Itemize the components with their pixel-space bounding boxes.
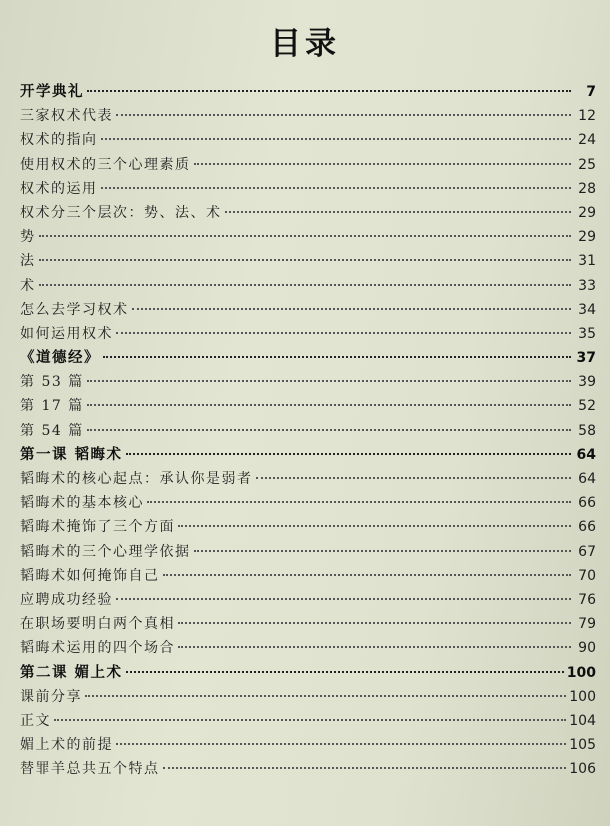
toc-page-number: 70 [578, 567, 596, 584]
dot-leader [126, 671, 564, 673]
toc-page-number: 12 [578, 108, 596, 125]
dot-leader [194, 163, 572, 165]
toc-entry-label: 第一课 韬晦术 [20, 445, 123, 463]
dot-leader [87, 429, 571, 431]
toc-page-number: 58 [578, 422, 596, 439]
dot-leader [178, 622, 571, 624]
dot-leader [147, 501, 571, 503]
toc-entry-label: 权术分三个层次：势、法、术 [20, 204, 222, 221]
toc-entry-row [20, 733, 596, 757]
toc-entry-row [20, 540, 596, 564]
toc-page-number: 39 [578, 374, 596, 391]
toc-entry-label: 使用权术的三个心理素质 [20, 156, 191, 173]
toc-entry-label: 第 17 篇 [20, 398, 84, 415]
toc-page-number: 104 [569, 712, 596, 729]
toc-entry-row [20, 588, 596, 612]
toc-entry-label: 第 53 篇 [20, 374, 84, 391]
toc-entry-row [20, 225, 596, 249]
toc-entry-row [20, 757, 596, 781]
dot-leader [103, 356, 571, 358]
toc-entry-row [20, 177, 596, 201]
dot-leader [178, 646, 571, 648]
toc-entry-label: 势 [20, 229, 36, 246]
toc-entry-row [20, 419, 596, 443]
dot-leader [163, 574, 572, 576]
dot-leader [54, 719, 566, 721]
toc-entry-row [20, 467, 596, 491]
dot-leader [116, 332, 571, 334]
toc-entry-label: 韬晦术运用的四个场合 [20, 640, 175, 657]
toc-page-number: 100 [569, 688, 596, 705]
toc-page-number: 100 [566, 664, 596, 681]
toc-page-number: 106 [569, 761, 596, 778]
toc-page-number: 105 [569, 737, 596, 754]
toc-entry-row [20, 515, 596, 539]
toc-entry-label: 如何运用权术 [20, 325, 113, 342]
toc-page-number: 29 [578, 229, 596, 246]
toc-entry-label: 替罪羊总共五个特点 [20, 761, 160, 778]
toc-entry-label: 开学典礼 [20, 83, 84, 100]
dot-leader [132, 308, 572, 310]
toc-section-row [20, 661, 596, 685]
toc-page-number: 35 [578, 325, 596, 342]
dot-leader [87, 90, 571, 92]
toc-page-number: 76 [578, 591, 596, 608]
dot-leader [194, 550, 572, 552]
toc-entry-row [20, 370, 596, 394]
toc-page-number: 67 [578, 543, 596, 560]
dot-leader [116, 598, 571, 600]
toc-entry-row [20, 274, 596, 298]
toc-entry-row [20, 394, 596, 418]
dot-leader [39, 235, 572, 237]
toc-page-number: 34 [578, 301, 596, 318]
page-title: 目录 [270, 26, 340, 62]
toc-entry-label: 在职场要明白两个真相 [20, 616, 175, 633]
toc-entry-label: 《道德经》 [20, 349, 100, 367]
toc-entry-label: 第二课 媚上术 [20, 663, 123, 681]
toc-entry-row [20, 322, 596, 346]
toc-entry-label: 权术的运用 [20, 180, 98, 197]
toc-entry-label: 韬晦术的三个心理学依据 [20, 543, 191, 560]
toc-entry-label: 应聘成功经验 [20, 591, 113, 608]
toc-page-number: 66 [578, 495, 596, 512]
toc-page-number: 7 [586, 84, 596, 100]
toc-entry-row [20, 201, 596, 225]
toc-page-number: 37 [576, 350, 596, 367]
toc-page-number: 33 [578, 277, 596, 294]
toc-page-number: 29 [578, 204, 596, 221]
toc-page-number: 64 [578, 471, 596, 487]
toc-entry-row [20, 685, 596, 709]
toc-page-number: 64 [576, 446, 596, 463]
toc-page-number: 52 [578, 398, 596, 415]
toc-page-number: 90 [578, 640, 596, 657]
dot-leader [87, 404, 571, 406]
toc-entry-row [20, 153, 596, 177]
toc-entry-label: 正文 [20, 712, 51, 729]
toc-page-number: 31 [578, 253, 596, 270]
dot-leader [225, 211, 572, 213]
dot-leader [39, 284, 572, 286]
dot-leader [85, 695, 566, 697]
toc-entry-label: 课前分享 [20, 688, 82, 705]
toc-entry-label: 法 [20, 253, 36, 270]
toc-entry-label: 韬晦术的核心起点：承认你是弱者 [20, 471, 253, 487]
toc-entry-row [20, 491, 596, 515]
toc-entry-row [20, 104, 596, 128]
toc-entry-label: 韬晦术掩饰了三个方面 [20, 519, 175, 536]
toc-section-row [20, 80, 596, 104]
toc-section-row [20, 346, 596, 370]
toc-section-row [20, 443, 596, 467]
toc-page-number: 28 [578, 180, 596, 197]
table-of-contents [20, 80, 596, 781]
dot-leader [126, 453, 571, 455]
dot-leader [101, 187, 572, 189]
dot-leader [101, 138, 572, 140]
toc-entry-label: 三家权术代表 [20, 108, 113, 125]
toc-page-number: 24 [578, 132, 596, 149]
toc-entry-row [20, 564, 596, 588]
dot-leader [39, 259, 572, 261]
toc-entry-row [20, 636, 596, 660]
toc-entry-row [20, 612, 596, 636]
toc-entry-label: 韬晦术的基本核心 [20, 495, 144, 512]
dot-leader [256, 477, 572, 479]
dot-leader [178, 525, 571, 527]
toc-entry-label: 权术的指向 [20, 132, 98, 149]
toc-entry-row [20, 249, 596, 273]
toc-entry-label: 怎么去学习权术 [20, 301, 129, 318]
toc-entry-label: 第 54 篇 [20, 422, 84, 439]
toc-entry-label: 韬晦术如何掩饰自己 [20, 567, 160, 584]
toc-entry-row [20, 298, 596, 322]
toc-page-number: 66 [578, 519, 596, 536]
toc-entry-label: 术 [20, 277, 36, 294]
toc-entry-row [20, 128, 596, 152]
toc-page-number: 25 [578, 156, 596, 173]
dot-leader [163, 767, 567, 769]
toc-entry-row [20, 709, 596, 733]
dot-leader [116, 743, 566, 745]
toc-page-number: 79 [578, 616, 596, 633]
toc-entry-label: 媚上术的前提 [20, 737, 113, 754]
dot-leader [87, 380, 571, 382]
dot-leader [116, 114, 571, 116]
